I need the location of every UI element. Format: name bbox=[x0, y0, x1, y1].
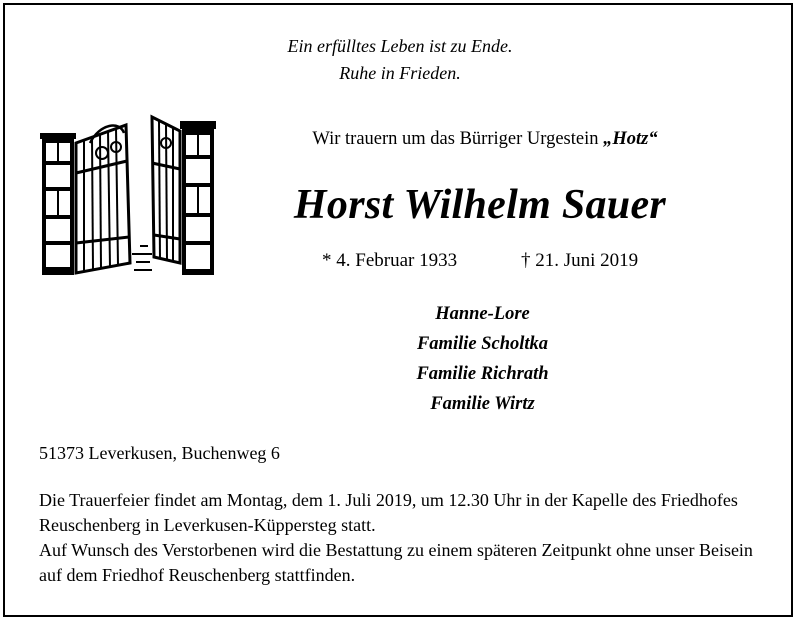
mourner-item: Hanne-Lore bbox=[435, 304, 530, 324]
funeral-line-2: Reuschenberg in Leverkusen-Küppersteg statt. bbox=[39, 515, 376, 535]
burial-line-2: auf dem Friedhof Reuschenberg stattfinden. bbox=[39, 565, 356, 585]
deceased-name: Horst Wilhelm Sauer bbox=[293, 182, 667, 228]
mourning-line bbox=[290, 129, 680, 150]
open-cemetery-gate-icon bbox=[40, 113, 218, 279]
nickname: „Hotz“ bbox=[603, 129, 658, 149]
mourner-item: Familie Wirtz bbox=[430, 394, 535, 414]
mourner-item: Familie Scholtka bbox=[416, 334, 549, 354]
mourner-list bbox=[370, 299, 595, 419]
funeral-information bbox=[39, 488, 779, 588]
funeral-line-1: Die Trauerfeier findet am Montag, dem 1. Juli 2019, um 12.30 Uhr in der Kapelle des Friedhofes bbox=[39, 490, 738, 510]
mourning-text: Wir trauern um das Bürriger Urgestein bbox=[312, 129, 604, 149]
birth-date: * 4. Februar 1933 bbox=[322, 250, 458, 271]
mourner-item: Familie Richrath bbox=[416, 364, 549, 384]
motto-line-1: Ein erfülltes Leben ist zu Ende. bbox=[287, 36, 513, 56]
burial-line-1: Auf Wunsch des Verstorbenen wird die Bestattung zu einem späteren Zeitpunkt ohne unser Beisein bbox=[39, 540, 753, 560]
death-date: † 21. Juni 2019 bbox=[521, 250, 639, 271]
address: 51373 Leverkusen, Buchenweg 6 bbox=[39, 443, 280, 463]
motto-line-2: Ruhe in Frieden. bbox=[339, 63, 461, 83]
